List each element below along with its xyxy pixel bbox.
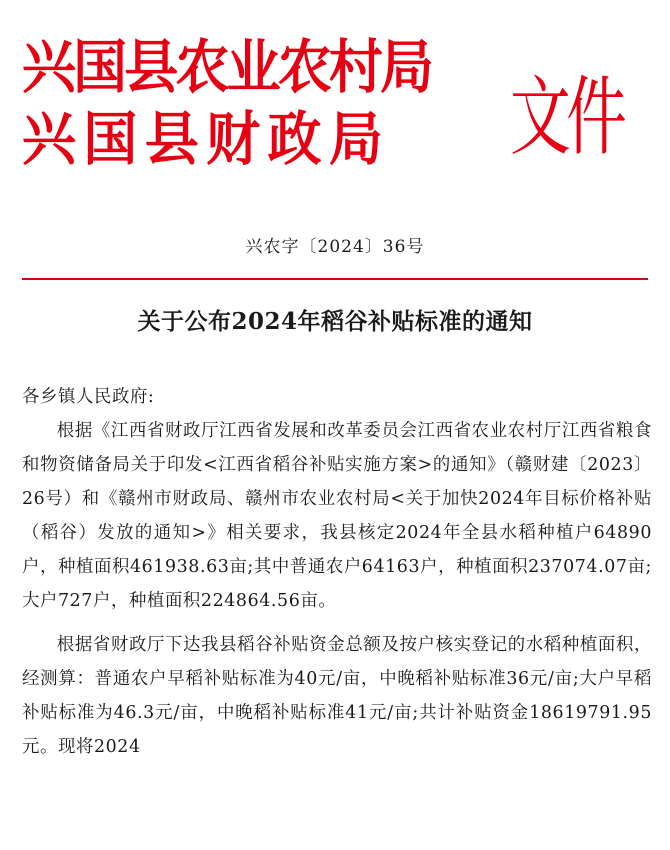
document-number: 兴农字〔2024〕36号: [245, 237, 425, 257]
issuer-finance-bureau: 兴国县财政局: [22, 105, 391, 173]
salutation: 各乡镇人民政府:: [22, 387, 155, 407]
page-title: 关于公布2024年稻谷补贴标准的通知: [137, 308, 533, 335]
issuer-agriculture-bureau: 兴国县农业农村局: [22, 33, 432, 101]
document-header: [0, 0, 670, 200]
document-body: [22, 380, 652, 764]
body-paragraph: 根据《江西省财政厅江西省发展和改革委员会江西省农业农村厅江西省粮食和物资储备局关于印发<江西省稻谷补贴实施方案>的通知》（赣财建〔2023〕26号）和《赣州市财政局、赣州市农业农村局<关于加快2024年目标价格补贴（稻谷）发放的通知>》相关要求，我县核定2024年全县水稻种植户64890户，种植面积461938.63亩;其中普通农户64163户，种植面积237074.07亩;大户727户，种植面积224864.56亩。: [22, 421, 652, 611]
body-paragraph: 根据省财政厅下达我县稻谷补贴资金总额及按户核实登记的水稻种植面积，经测算：普通农户早稻补贴标准为40元/亩，中晚稻补贴标准36元/亩;大户早稻补贴标准为46.3元/亩，中晚稻补贴标准41元/亩;共计补贴资金18619791.95元。现将2024: [22, 635, 652, 757]
red-divider: [22, 278, 648, 280]
document-suffix: 文件: [510, 68, 623, 168]
